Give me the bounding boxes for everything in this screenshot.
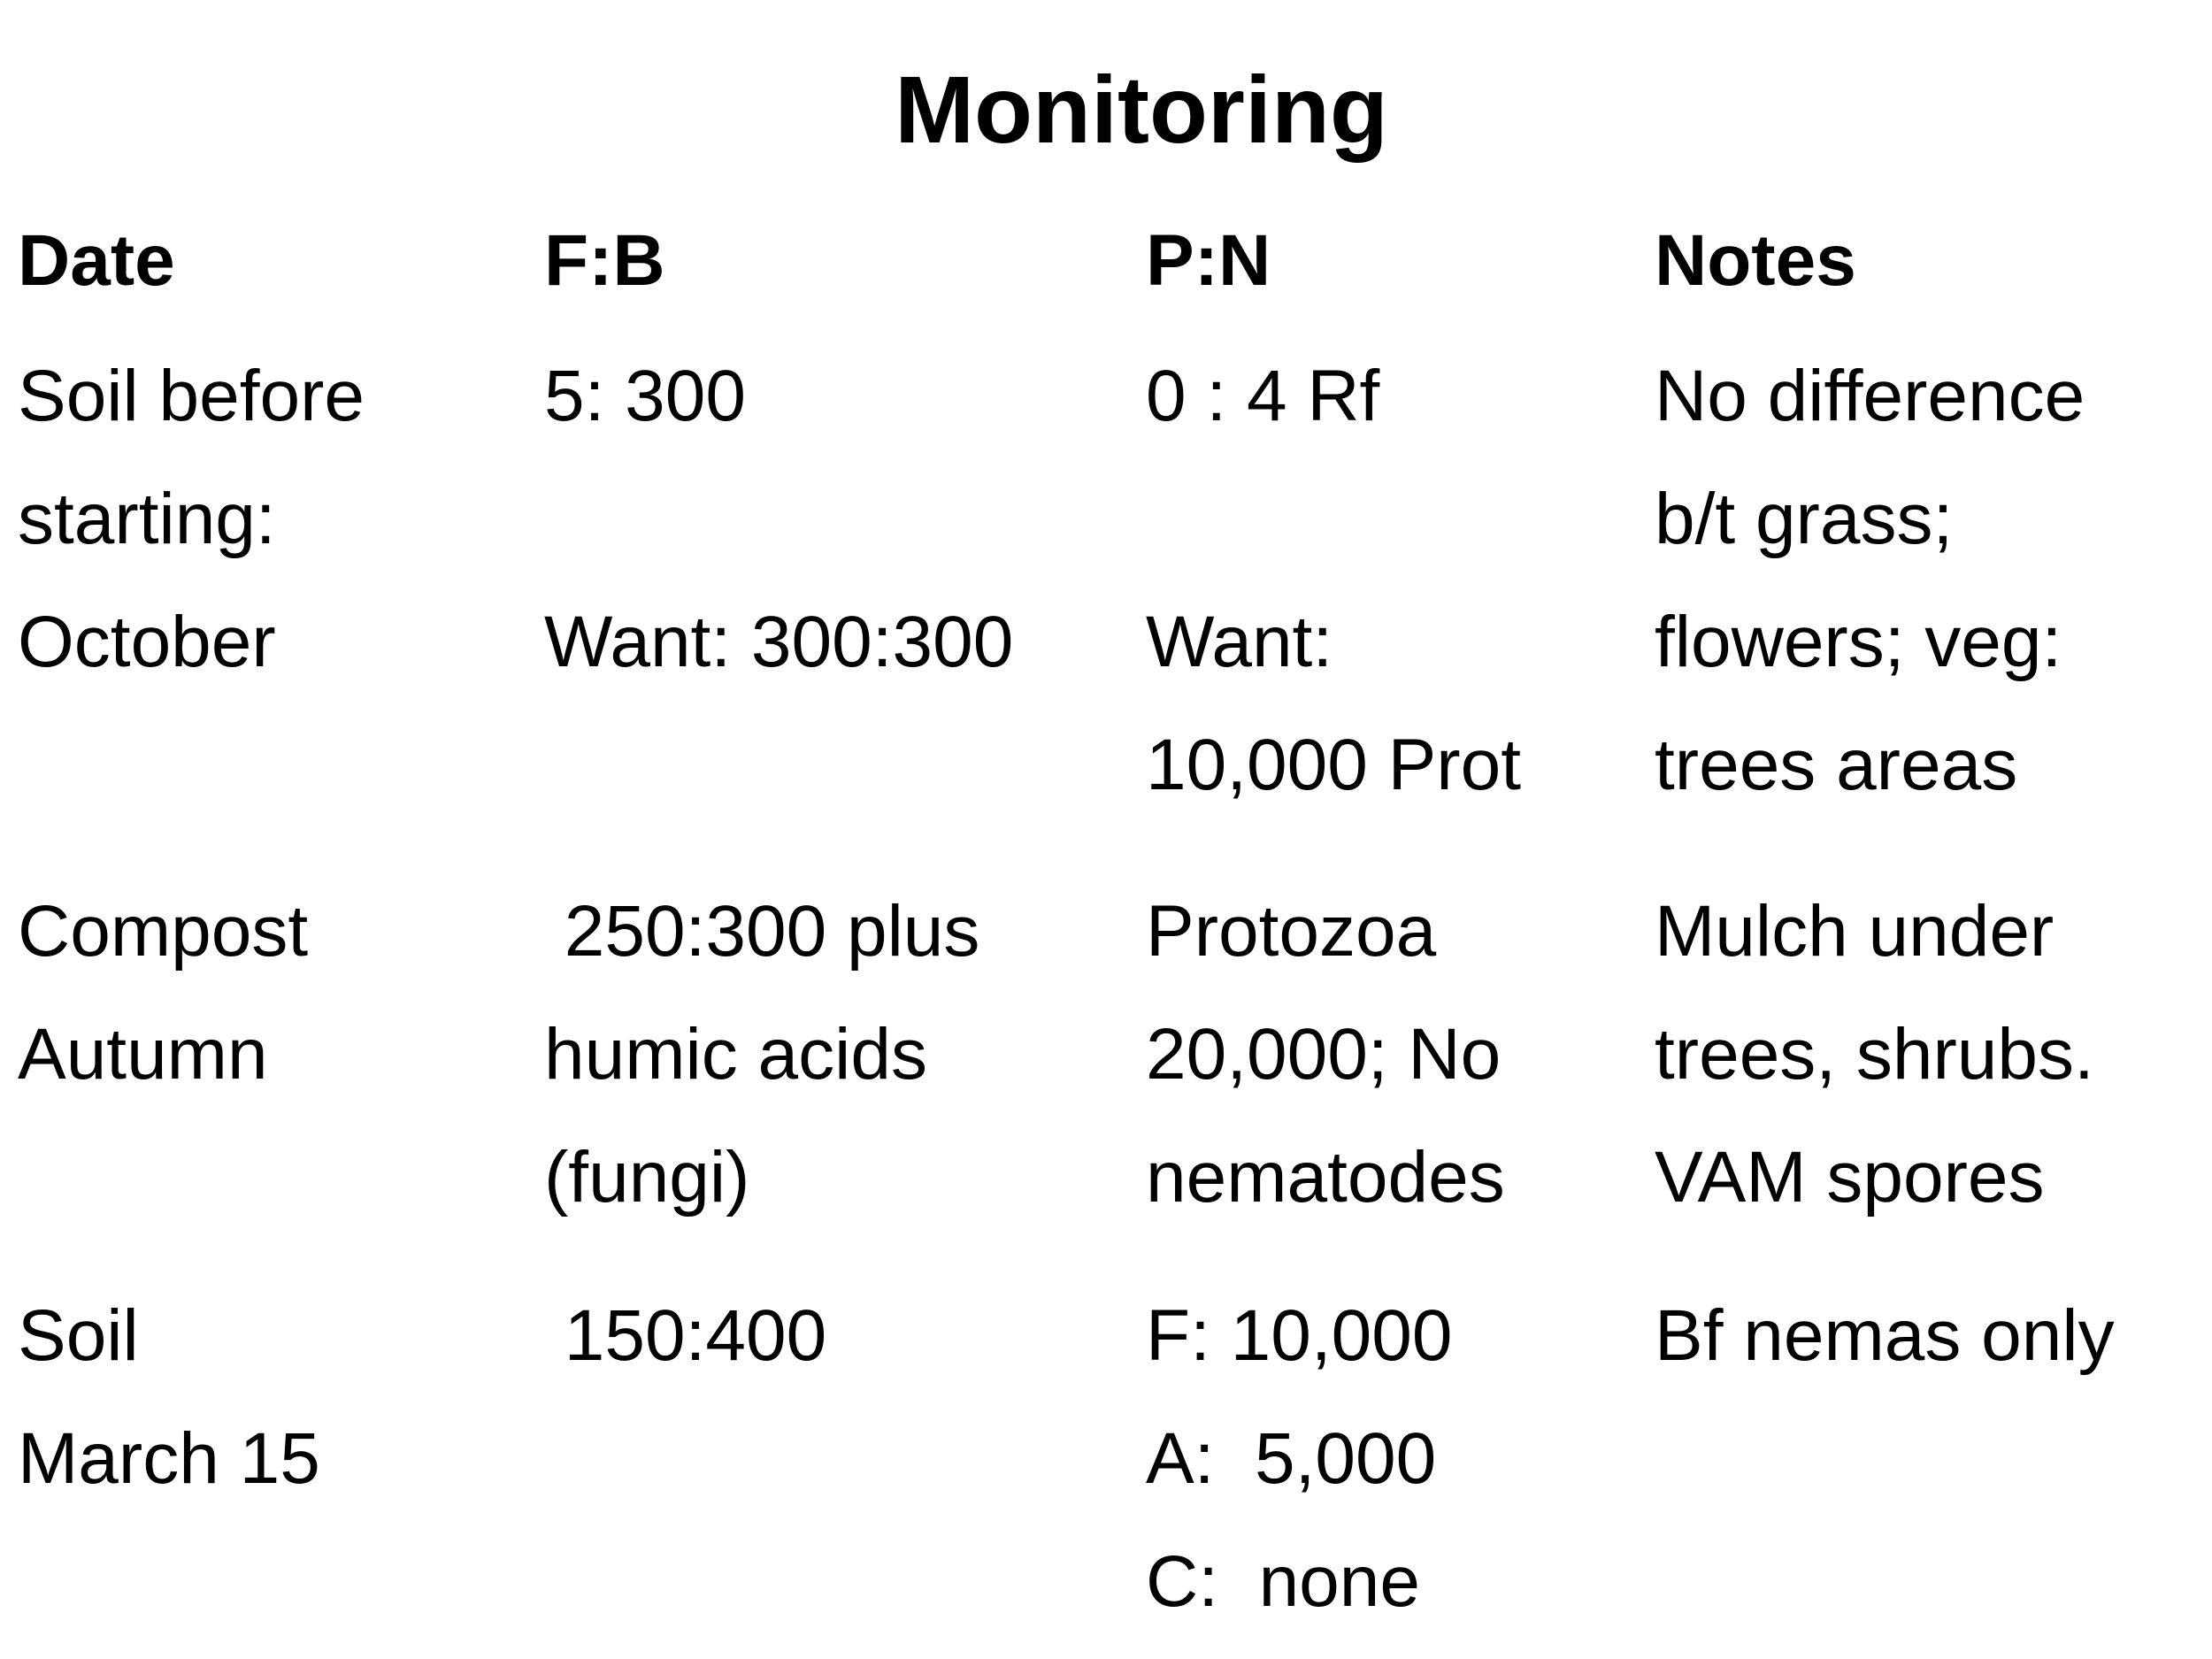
cell-fb-line: 250:300 plus — [544, 891, 980, 972]
cell-notes-line: b/t grass; — [1655, 479, 1954, 559]
page-title: Monitoring — [895, 56, 1388, 163]
cell-notes-line: flowers; veg: — [1655, 602, 2062, 682]
cell-fb-line: humic acids — [544, 1014, 927, 1094]
cell-notes-line: Bf nemas only — [1655, 1295, 2115, 1376]
cell-pn-line: 20,000; No — [1146, 1014, 1502, 1094]
cell-notes-line: trees areas — [1655, 725, 2018, 805]
cell-date-line: Autumn — [18, 1014, 268, 1094]
cell-fb-line: (fungi) — [544, 1137, 750, 1217]
cell-pn-line: nematodes — [1146, 1137, 1505, 1217]
cell-notes-line: No difference — [1655, 356, 2085, 436]
cell-fb-line: 150:400 — [544, 1295, 827, 1376]
cell-date-line: starting: — [18, 479, 276, 559]
cell-pn-line: Want: — [1146, 602, 1333, 682]
header-fb: F:B — [544, 220, 665, 301]
cell-pn-line: Protozoa — [1146, 891, 1437, 972]
cell-notes-line: Mulch under — [1655, 891, 2055, 972]
cell-pn-line: A: 5,000 — [1146, 1418, 1437, 1499]
cell-notes-line: trees, shrubs. — [1655, 1014, 2094, 1094]
cell-pn-line: 0 : 4 Rf — [1146, 356, 1380, 436]
cell-fb-line: 5: 300 — [544, 356, 746, 436]
cell-pn-line: F: 10,000 — [1146, 1295, 1453, 1376]
cell-notes-line: VAM spores — [1655, 1137, 2045, 1217]
cell-date-line: October — [18, 602, 276, 682]
cell-fb-line: Want: 300:300 — [544, 602, 1014, 682]
header-notes: Notes — [1655, 220, 1856, 301]
cell-date-line: Soil before — [18, 356, 365, 436]
header-date: Date — [18, 220, 175, 301]
cell-pn-line: 10,000 Prot — [1146, 725, 1521, 805]
cell-pn-line: C: none — [1146, 1541, 1420, 1622]
cell-date-line: Soil — [18, 1295, 139, 1376]
cell-date-line: March 15 — [18, 1418, 320, 1499]
header-pn: P:N — [1146, 220, 1271, 301]
cell-date-line: Compost — [18, 891, 309, 972]
